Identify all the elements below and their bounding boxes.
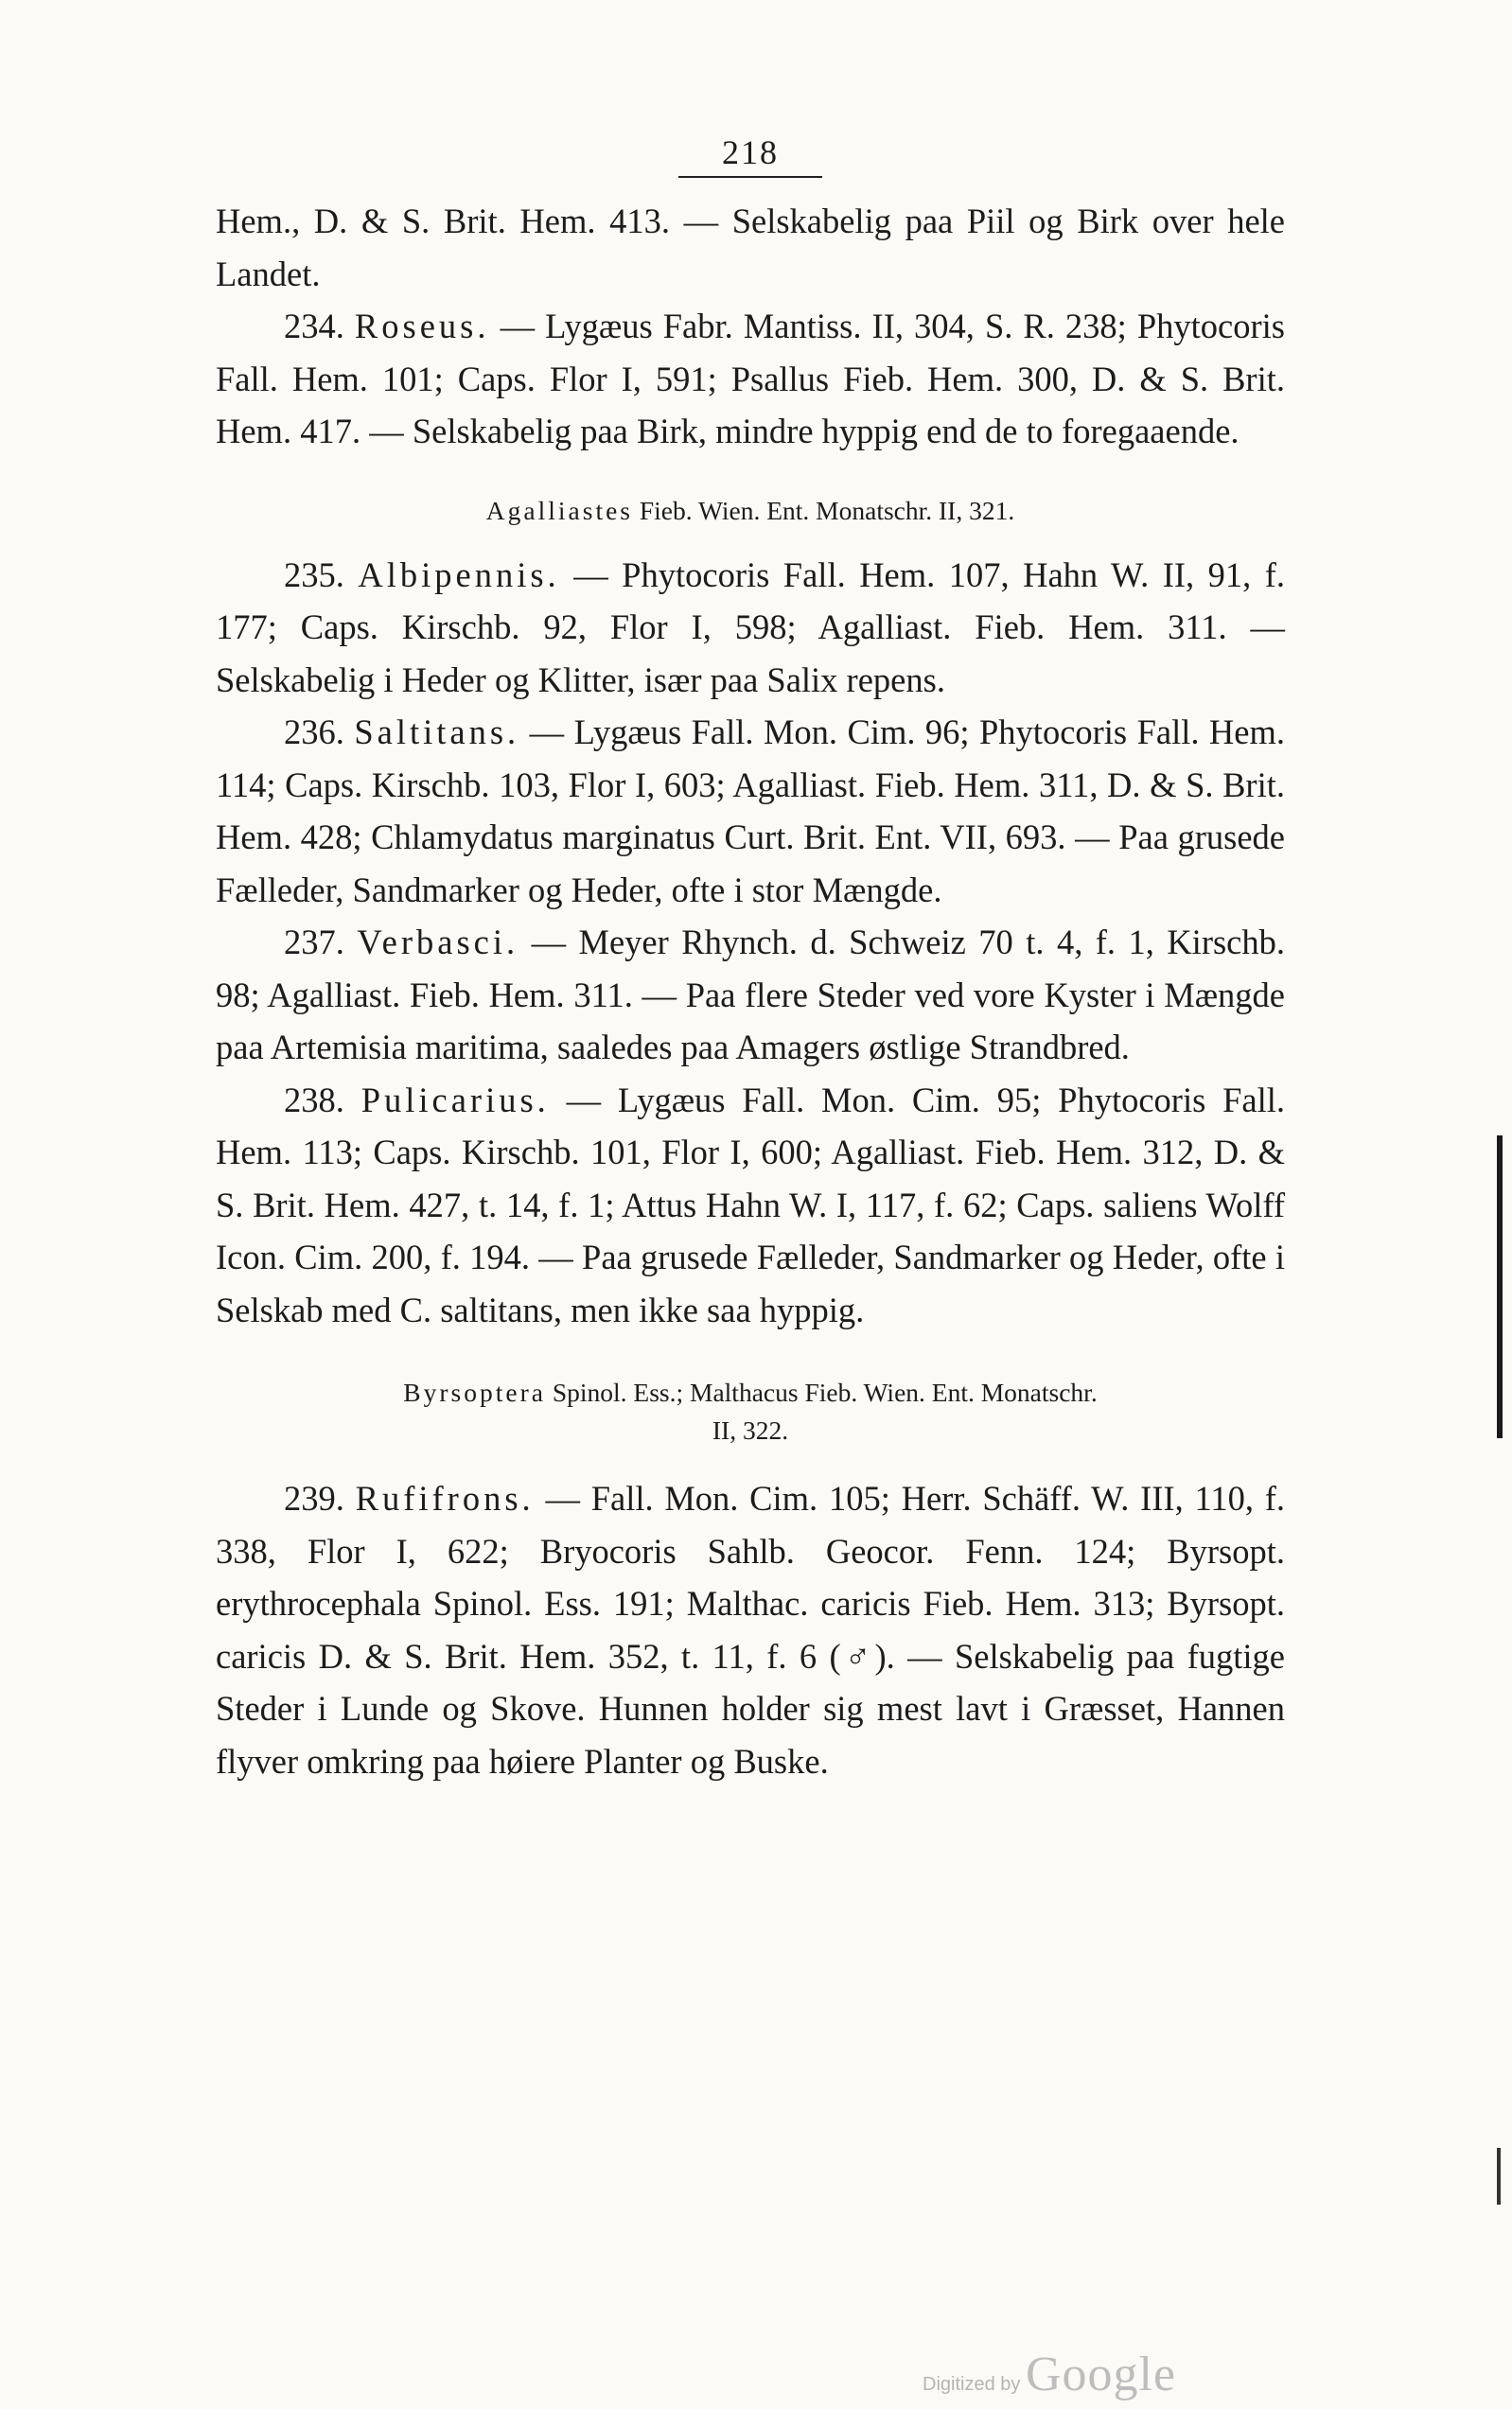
entry-number: 234. xyxy=(284,307,344,345)
species-name: Roseus. xyxy=(354,307,490,345)
scan-edge-mark xyxy=(1497,1135,1503,1438)
species-name: Pulicarius. xyxy=(360,1080,550,1119)
genus-name: Byrsoptera xyxy=(403,1378,546,1407)
genus-reference: Spinol. Ess.; Malthacus Fieb. Wien. Ent. Monatschr. xyxy=(552,1378,1098,1407)
species-entry-236 xyxy=(216,706,1285,916)
entry-number: 235. xyxy=(284,554,344,594)
species-entry-239 xyxy=(216,1472,1285,1787)
entry-text: — Lygæus Fabr. Mantiss. II, 304, S. R. 238; Phytocoris Fall. Hem. 101; Caps. Flor I, 591; Psallus Fieb. Hem. 300, D. & S. Brit. Hem. 417. — Selskabelig paa Birk, mindre hyppig end de to foregaaende. xyxy=(216,307,1285,450)
species-entry-237 xyxy=(216,916,1285,1074)
species-name: Saltitans. xyxy=(354,712,520,751)
google-logo: Google xyxy=(1025,2347,1177,2401)
species-entry-235 xyxy=(216,549,1285,707)
digitized-label: Digitized by xyxy=(923,2374,1021,2395)
entry-number: 236. xyxy=(284,712,344,751)
paragraph-continuation: Hem., D. & S. Brit. Hem. 413. — Selskabelig paa Piil og Birk over hele Landet. xyxy=(216,202,1285,293)
entry-text: — Lygæus Fall. Mon. Cim. 95; Phytocoris Fall. Hem. 113; Caps. Kirschb. 101, Flor I, 600; Agalliast. Fieb. Hem. 312, D. & S. Brit. Hem. 427, t. 14, f. 1; Attus Hahn W. I, 117, f. 62; Caps. saliens Wolff Icon. Cim. 200, f. 194. — Paa grusede Fælleder, Sandmarker og Heder, ofte i Selskab med C. saltitans, men ikke saa hyppig. xyxy=(216,1080,1286,1329)
species-entry-234 xyxy=(216,300,1285,458)
genus-heading-agalliastes xyxy=(216,492,1285,530)
entry-text: — Phytocoris Fall. Hem. 107, Hahn W. II, 91, f. 177; Caps. Kirschb. 92, Flor I, 598; Agalliast. Fieb. Hem. 311. — Selskabelig i Heder og Klitter, især paa Salix repens. xyxy=(216,554,1286,699)
entry-text: — Meyer Rhynch. d. Schweiz 70 t. 4, f. 1, Kirschb. 98; Agalliast. Fieb. Hem. 311. — Paa flere Steder ved vore Kyster i Mængde paa Artemisia maritima, saaledes paa Amagers østlige Strandbred. xyxy=(216,923,1286,1066)
genus-reference-line2: II, 322. xyxy=(712,1416,789,1445)
species-name: Verbasci. xyxy=(357,923,519,961)
digitized-by-watermark xyxy=(923,2347,1176,2402)
page-number: 218 xyxy=(216,132,1285,178)
species-name: Albipennis. xyxy=(358,554,560,594)
genus-heading-byrsoptera xyxy=(216,1374,1285,1412)
genus-name: Agalliastes xyxy=(485,495,633,525)
entry-number: 238. xyxy=(284,1080,344,1119)
entry-number: 237. xyxy=(284,923,344,961)
entry-text: — Fall. Mon. Cim. 105; Herr. Schäff. W. III, 110, f. 338, Flor I, 622; Bryocoris Sahlb. Geocor. Fenn. 124; Byrsopt. erythrocephala Spinol. Ess. 191; Malthac. caricis Fieb. Hem. 313; Byrsopt. caricis D. & S. Brit. Hem. 352, t. 11, f. 6 (♂). — Selskabelig paa fugtige Steder i Lunde og Skove. Hunnen holder sig mest lavt i Græsset, Hannen flyver omkring paa høiere Planter og Buske. xyxy=(216,1479,1286,1781)
species-entry-238 xyxy=(216,1074,1285,1337)
genus-reference: Fieb. Wien. Ent. Monatschr. II, 321. xyxy=(639,495,1015,525)
entry-number: 239. xyxy=(284,1479,344,1518)
species-name: Rufifrons. xyxy=(355,1479,535,1518)
scan-edge-mark xyxy=(1497,2148,1501,2205)
book-page xyxy=(216,132,1285,1787)
entry-text: — Lygæus Fall. Mon. Cim. 96; Phytocoris Fall. Hem. 114; Caps. Kirschb. 103, Flor I, 603; Agalliast. Fieb. Hem. 311, D. & S. Brit. Hem. 428; Chlamydatus marginatus Curt. Brit. Ent. VII, 693. — Paa grusede Fælleder, Sandmarker og Heder, ofte i stor Mængde. xyxy=(216,712,1286,909)
